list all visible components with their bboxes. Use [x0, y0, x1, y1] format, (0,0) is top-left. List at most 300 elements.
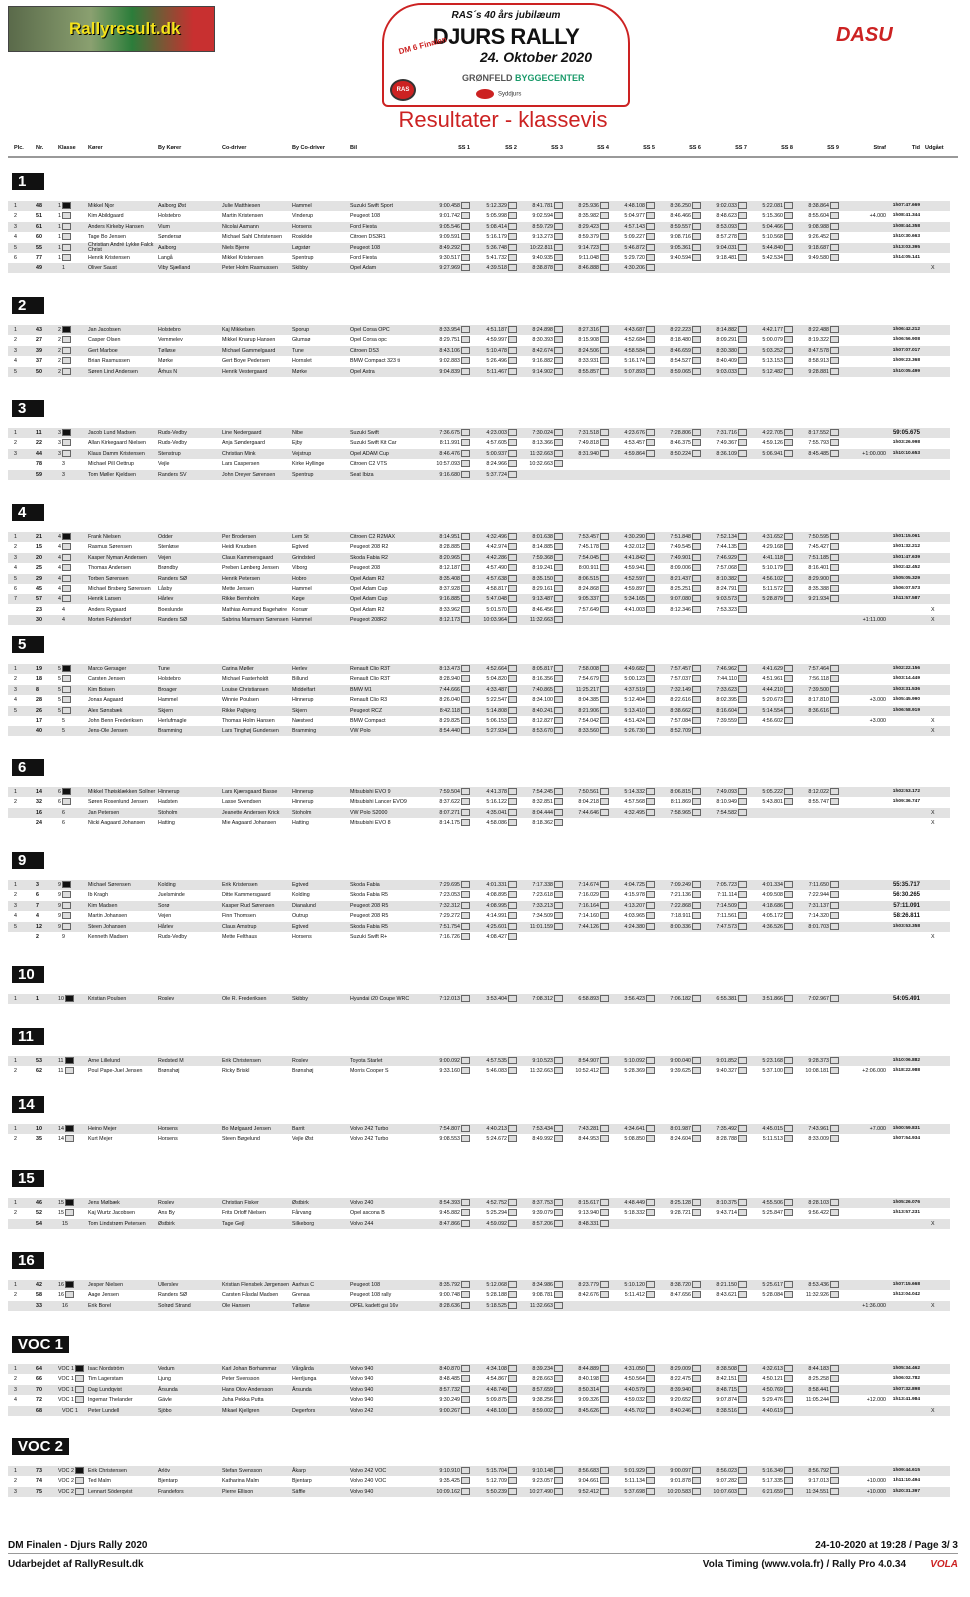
stage-rank-icon — [461, 1467, 470, 1474]
ss4-time: 8:35.982 — [578, 211, 609, 221]
car: Opel ADAM Cup — [350, 450, 389, 457]
position: 5 — [14, 923, 17, 930]
codriver-city: Hammel — [292, 586, 312, 592]
stage-rank-icon — [508, 923, 517, 930]
col-straf: Straf — [873, 145, 886, 151]
driver: Søren Rosenlund Jensen — [88, 799, 148, 806]
sponsor-logo — [462, 73, 585, 83]
codriver: Claus Kammersgaard — [222, 554, 274, 561]
driver: Casper Olsen — [88, 337, 121, 344]
ss1-time: 9:02.883 — [439, 356, 470, 366]
position: 1 — [14, 882, 17, 888]
stage-rank-icon — [646, 891, 655, 898]
driver-city: Stenstrup — [158, 450, 181, 457]
ss6-time: 9:39.625 — [670, 1066, 701, 1076]
result-row — [8, 1364, 950, 1374]
ss6-time: 8:50.224 — [670, 449, 701, 459]
car: Skoda Fabia R5 — [350, 892, 388, 899]
ss3-time: 7:59.368 — [532, 553, 563, 563]
total-time: 1h02:53.172 — [892, 789, 920, 794]
ss8-time: 4:40.619 — [762, 1406, 793, 1416]
ss2-time: 4:35.041 — [486, 808, 517, 818]
stage-rank-icon — [784, 1488, 793, 1495]
ss5-time: 4:50.564 — [624, 1374, 655, 1384]
class: 5 — [58, 674, 71, 684]
stage-rank-icon — [461, 1125, 470, 1132]
position: 1 — [14, 996, 17, 1002]
stage-rank-icon — [554, 912, 563, 919]
total-time: 1h13:03.395 — [892, 244, 920, 250]
codriver-city: Vejle Øst — [292, 1136, 314, 1143]
class: 4 — [58, 584, 71, 594]
stage-rank-icon — [554, 1375, 563, 1382]
ss5-time: 5:08.850 — [624, 1134, 655, 1144]
class-rank-icon — [62, 368, 71, 375]
stage-rank-icon — [508, 1125, 517, 1132]
ss6-time: 8:12.346 — [670, 605, 701, 615]
ss1-time: 7:23.053 — [439, 890, 470, 900]
class-badge: 16 — [12, 1252, 44, 1269]
stage-rank-icon — [554, 1365, 563, 1372]
codriver-city: Silkeborg — [292, 1220, 315, 1227]
ss8-time: 5:06.941 — [762, 449, 793, 459]
stage-rank-icon — [692, 439, 701, 446]
codriver: Lasse Svendsen — [222, 799, 262, 806]
col-udgaaet: Udgået — [925, 145, 944, 151]
codriver-city: Viborg — [292, 565, 308, 572]
driver-city: Juelsminde — [158, 892, 185, 899]
total-time: 1h11:57.587 — [893, 596, 920, 602]
stage-rank-icon — [508, 995, 517, 1002]
stage-rank-icon — [600, 1365, 609, 1372]
stage-rank-icon — [646, 1477, 655, 1484]
stage-rank-icon — [784, 717, 793, 724]
ss1-time: 9:09.591 — [439, 232, 470, 242]
stage-rank-icon — [554, 368, 563, 375]
car: Citroen C2 VTS — [350, 461, 388, 468]
retired-mark: X — [931, 934, 935, 940]
car: Opel ascona B — [350, 1210, 385, 1217]
stage-rank-icon — [646, 809, 655, 816]
start-number: 72 — [36, 1397, 42, 1404]
ss7-time: 9:07.874 — [716, 1395, 747, 1405]
driver: Peter Lundell — [88, 1407, 120, 1414]
stage-rank-icon — [461, 788, 470, 795]
ss4-time: 8:25.936 — [578, 201, 609, 211]
result-row — [8, 695, 950, 705]
penalty: +10.000 — [866, 1478, 886, 1485]
driver-city: Sjöbo — [158, 1407, 172, 1414]
penalty: +1:11.000 — [862, 617, 886, 624]
driver: Tim Lagerstam — [88, 1376, 124, 1383]
codriver-city: Horsens — [292, 223, 312, 230]
stage-rank-icon — [646, 347, 655, 354]
ss8-time: 4:05.172 — [762, 911, 793, 921]
stage-rank-icon — [508, 717, 517, 724]
ss9-time: 8:44.183 — [808, 1364, 839, 1374]
ss7-time: 8:28.788 — [716, 1134, 747, 1144]
ss2-time: 4:42.974 — [486, 542, 517, 552]
stage-rank-icon — [461, 212, 470, 219]
class-rank-icon — [62, 881, 71, 888]
codriver: Hans Olov Andersson — [222, 1386, 274, 1393]
total-time: 1h13:57.231 — [892, 1210, 920, 1216]
ss6-time: 8:22.616 — [670, 695, 701, 705]
codriver: Mikkel Kristensen — [222, 255, 264, 261]
ss9-time: 8:12.022 — [808, 787, 839, 797]
ss7-time: 7:31.716 — [716, 428, 747, 438]
ss1-time: 7:29.695 — [439, 880, 470, 890]
stage-rank-icon — [830, 554, 839, 561]
ss9-time: 7:22.944 — [808, 890, 839, 900]
ss2-time: 4:08.427 — [486, 932, 517, 942]
position: 2 — [14, 213, 17, 220]
driver: Jens Mølbæk — [88, 1200, 120, 1206]
stage-rank-icon — [600, 254, 609, 261]
ss5-time: 4:48.449 — [624, 1198, 655, 1208]
result-row — [8, 553, 950, 563]
stage-rank-icon — [738, 543, 747, 550]
codriver: Mie Aagaard Johansen — [222, 820, 277, 827]
ss8-time: 5:11.513 — [763, 1134, 793, 1144]
stage-rank-icon — [784, 1209, 793, 1216]
codriver-city: Ejby — [292, 440, 303, 447]
ss3-time: 9:23.057 — [532, 1476, 563, 1486]
codriver-city: Hinnerup — [292, 789, 314, 795]
codriver: John Dreyer Sørensen — [222, 471, 276, 478]
driver: Oliver Saust — [88, 265, 117, 272]
stage-rank-icon — [692, 233, 701, 240]
start-number: 42 — [36, 1282, 42, 1288]
stage-rank-icon — [554, 1407, 563, 1414]
start-number: 14 — [36, 789, 42, 795]
start-number: 22 — [36, 440, 42, 447]
car: Peugeot 208 R5 — [350, 913, 389, 920]
ss4-time: 8:29.423 — [578, 222, 609, 232]
stage-rank-icon — [646, 665, 655, 672]
stage-rank-icon — [600, 1386, 609, 1393]
total-time: 1h01:32.212 — [892, 544, 920, 550]
stage-rank-icon — [461, 923, 470, 930]
stage-rank-icon — [738, 429, 747, 436]
driver: Klaus Damm Kristensen — [88, 450, 145, 457]
ss1-time: 7:54.807 — [439, 1124, 470, 1134]
stage-rank-icon — [600, 1209, 609, 1216]
stage-rank-icon — [738, 1057, 747, 1064]
stage-rank-icon — [554, 1199, 563, 1206]
codriver-city: Skjern — [292, 707, 308, 714]
ss8-time: 3:51.866 — [762, 994, 793, 1004]
ss1-time: 10:57.093 — [436, 459, 470, 469]
stage-rank-icon — [738, 202, 747, 209]
stage-rank-icon — [554, 1057, 563, 1064]
codriver-city: Kirke Hyllinge — [292, 461, 325, 468]
stage-rank-icon — [508, 912, 517, 919]
stage-rank-icon — [554, 212, 563, 219]
ss3-time: 8:42.674 — [532, 346, 563, 356]
ss5-time: 4:30.206 — [624, 263, 655, 273]
ss9-time: 7:02.967 — [808, 994, 839, 1004]
stage-rank-icon — [830, 1199, 839, 1206]
class-rank-icon — [75, 1488, 84, 1495]
stage-rank-icon — [692, 891, 701, 898]
result-row — [8, 1487, 950, 1497]
ss4-time: 8:55.857 — [578, 367, 609, 377]
start-number: 57 — [36, 596, 42, 603]
total-time: 1h06:42.212 — [892, 327, 920, 332]
position: 7 — [14, 596, 17, 603]
class-rank-icon — [62, 244, 71, 251]
ss2-time: 5:26.496 — [486, 356, 517, 366]
ss3-time: 9:02.594 — [532, 211, 563, 221]
total-time: 1h09:23.368 — [892, 358, 920, 364]
stage-rank-icon — [692, 1281, 701, 1288]
ss1-time: 8:40.870 — [439, 1364, 470, 1374]
ss5-time: 4:52.684 — [624, 335, 655, 345]
ss9-time: 9:49.580 — [808, 253, 839, 263]
position: 2 — [14, 676, 17, 683]
codriver-city: Årsunda — [292, 1386, 312, 1393]
stage-rank-icon — [554, 223, 563, 230]
class-rank-icon — [62, 533, 71, 540]
stage-rank-icon — [784, 1407, 793, 1414]
ss3-time: 7:30.024 — [532, 428, 563, 438]
stage-rank-icon — [600, 665, 609, 672]
stage-rank-icon — [508, 575, 517, 582]
class-rank-icon — [65, 1209, 74, 1216]
stage-rank-icon — [600, 675, 609, 682]
ss6-time: 8:59.065 — [670, 367, 701, 377]
ss1-time: 7:12.013 — [439, 994, 470, 1004]
ss7-time: 9:18.481 — [716, 253, 747, 263]
ss5-time: 4:23.676 — [624, 428, 655, 438]
stage-rank-icon — [508, 809, 517, 816]
retired-mark: X — [931, 718, 935, 724]
car: BMW Compact 323 ti — [350, 358, 401, 365]
stage-rank-icon — [784, 575, 793, 582]
driver-city: Randers SØ — [158, 617, 188, 624]
ss7-time: 8:10.382 — [716, 574, 747, 584]
ss7-time: 8:09.291 — [716, 335, 747, 345]
ss8-time: 4:55.506 — [762, 1198, 793, 1208]
ss1-time: 9:10.910 — [439, 1466, 470, 1476]
ss2-time: 4:58.086 — [486, 818, 517, 828]
stage-rank-icon — [508, 933, 517, 940]
stage-rank-icon — [738, 439, 747, 446]
class-rank-icon — [62, 891, 71, 898]
class-rank-icon — [65, 1291, 74, 1298]
stage-rank-icon — [508, 471, 517, 478]
stage-rank-icon — [692, 727, 701, 734]
total-time: 1h07:54.934 — [892, 1136, 920, 1142]
stage-rank-icon — [738, 1135, 747, 1142]
driver: Ingemar Thelander — [88, 1397, 133, 1404]
ss1-time: 8:28.940 — [439, 674, 470, 684]
result-row — [8, 470, 950, 480]
ss8-time: 4:59.126 — [762, 438, 793, 448]
stage-rank-icon — [784, 1477, 793, 1484]
ss6-time: 8:18.480 — [670, 335, 701, 345]
driver: Kim Madsen — [88, 902, 118, 909]
stage-rank-icon — [738, 1396, 747, 1403]
ss9-time: 9:28.881 — [808, 367, 839, 377]
ss7-time: 9:43.714 — [716, 1208, 747, 1218]
start-number: 66 — [36, 1376, 42, 1383]
ss2-time: 4:25.601 — [486, 922, 517, 932]
stage-rank-icon — [554, 923, 563, 930]
result-row — [8, 1219, 950, 1229]
class-badge: 14 — [12, 1096, 44, 1113]
ss3-time: 8:13.366 — [532, 438, 563, 448]
ss4-time: 8:06.515 — [578, 574, 609, 584]
ss4-time: 8:44.889 — [578, 1364, 609, 1374]
stage-rank-icon — [554, 696, 563, 703]
driver: Kim Abildgaard — [88, 213, 124, 220]
stage-rank-icon — [692, 554, 701, 561]
stage-rank-icon — [508, 254, 517, 261]
class-rank-icon — [75, 1375, 84, 1382]
class-rank-icon — [62, 439, 71, 446]
ss4-time: 8:44.953 — [578, 1134, 609, 1144]
start-number: 32 — [36, 799, 42, 806]
stage-rank-icon — [646, 254, 655, 261]
class: VOC 2 — [58, 1466, 84, 1476]
stage-rank-icon — [461, 1386, 470, 1393]
driver: Jonas Aagaard — [88, 697, 124, 704]
driver-city: Østbirk — [158, 1220, 175, 1227]
stage-rank-icon — [554, 595, 563, 602]
class-rank-icon — [62, 202, 71, 209]
class: 4 — [62, 606, 65, 613]
codriver: Michael Fasterholdt — [222, 676, 269, 683]
stage-rank-icon — [738, 1365, 747, 1372]
ss1-time: 8:54.393 — [439, 1198, 470, 1208]
stage-rank-icon — [646, 717, 655, 724]
stage-rank-icon — [600, 1407, 609, 1414]
total-time: 1h03:14.449 — [892, 676, 920, 682]
ss4-time: 7:44.646 — [578, 808, 609, 818]
codriver: Kaj Mikkelsen — [222, 327, 255, 333]
stage-rank-icon — [508, 1365, 517, 1372]
codriver: Christian Fisker — [222, 1200, 259, 1206]
ss6-time: 7:49.901 — [670, 553, 701, 563]
position: 1 — [14, 1366, 17, 1372]
total-time: 1h12:04.042 — [892, 1292, 920, 1298]
stage-rank-icon — [830, 1477, 839, 1484]
stage-rank-icon — [554, 798, 563, 805]
ss3-time: 8:18.362 — [532, 818, 563, 828]
ss3-time: 8:59.729 — [532, 222, 563, 232]
codriver-city: Hornslet — [292, 358, 312, 365]
stage-rank-icon — [461, 1302, 470, 1309]
result-row — [8, 787, 950, 797]
stage-rank-icon — [784, 1199, 793, 1206]
ss7-time: 8:40.409 — [716, 356, 747, 366]
ss7-time: 8:38.516 — [716, 1406, 747, 1416]
stage-rank-icon — [692, 212, 701, 219]
stage-rank-icon — [646, 1375, 655, 1382]
stage-rank-icon — [784, 1365, 793, 1372]
stage-rank-icon — [508, 1302, 517, 1309]
ss4-time: 7:54.045 — [578, 553, 609, 563]
ss3-time: 11:32.663 — [530, 1066, 563, 1076]
ss6-time: 7:18.911 — [671, 911, 701, 921]
ss2-time: 5:04.820 — [486, 674, 517, 684]
ss8-time: 4:36.526 — [762, 922, 793, 932]
start-number: 30 — [36, 617, 42, 624]
position: 1 — [14, 666, 17, 672]
ss2-time: 4:59.092 — [486, 1219, 517, 1229]
driver-city: Mørke — [158, 358, 174, 365]
ss2-time: 5:27.934 — [486, 726, 517, 736]
stage-rank-icon — [646, 1057, 655, 1064]
ss5-time: 4:51.424 — [624, 716, 655, 726]
stage-rank-icon — [738, 244, 747, 251]
stage-rank-icon — [600, 606, 609, 613]
stage-rank-icon — [554, 881, 563, 888]
plate-subtitle: RAS´s 40 års jubilæum — [451, 10, 561, 21]
stage-rank-icon — [600, 439, 609, 446]
class: 5 — [58, 685, 71, 695]
class: 15 — [58, 1198, 74, 1208]
stage-rank-icon — [554, 429, 563, 436]
class: 16 — [58, 1290, 74, 1300]
stage-rank-icon — [830, 429, 839, 436]
class-badge: 2 — [12, 297, 44, 314]
ss1-time: 9:30.249 — [439, 1395, 470, 1405]
stage-rank-icon — [692, 336, 701, 343]
stage-rank-icon — [554, 564, 563, 571]
ss3-time: 8:32.851 — [532, 797, 563, 807]
driver-city: Randers SV — [158, 471, 187, 478]
stage-rank-icon — [461, 686, 470, 693]
driver: Henrik Larsen — [88, 596, 121, 603]
stage-rank-icon — [646, 1365, 655, 1372]
driver-city: Langå — [158, 255, 173, 261]
ss9-time: 8:58.913 — [808, 356, 839, 366]
position: 4 — [14, 358, 17, 365]
car: VW Polo — [350, 728, 371, 735]
stage-rank-icon — [830, 564, 839, 571]
col-car: Bil — [350, 145, 358, 151]
total-time: 1h05:26.076 — [892, 1200, 920, 1205]
start-number: 6 — [36, 892, 39, 899]
class-rank-icon — [62, 429, 71, 436]
stage-rank-icon — [646, 439, 655, 446]
ss4-time: 8:40.198 — [578, 1374, 609, 1384]
ss2-time: 4:32.496 — [486, 532, 517, 542]
stage-rank-icon — [554, 326, 563, 333]
stage-rank-icon — [830, 533, 839, 540]
ss4-time: 7:45.178 — [578, 542, 609, 552]
car: Citroen C2 R2MAX — [350, 534, 396, 540]
stage-rank-icon — [508, 1386, 517, 1393]
position: 4 — [14, 913, 17, 920]
stage-rank-icon — [830, 1386, 839, 1393]
ss6-time: 7:21.136 — [670, 890, 701, 900]
codriver: Niels Bjerre — [222, 244, 250, 251]
ss1-time: 9:33.160 — [439, 1066, 470, 1076]
class: 5 — [62, 718, 65, 724]
driver: Tom Lindstrøm Petersen — [88, 1220, 146, 1227]
driver-city: Låsby — [158, 586, 173, 592]
driver: Martin Johansen — [88, 913, 128, 920]
stage-rank-icon — [830, 891, 839, 898]
ss1-time: 8:29.751 — [439, 335, 470, 345]
stage-rank-icon — [461, 202, 470, 209]
position: 2 — [14, 440, 17, 447]
class-badge: 10 — [12, 966, 44, 983]
